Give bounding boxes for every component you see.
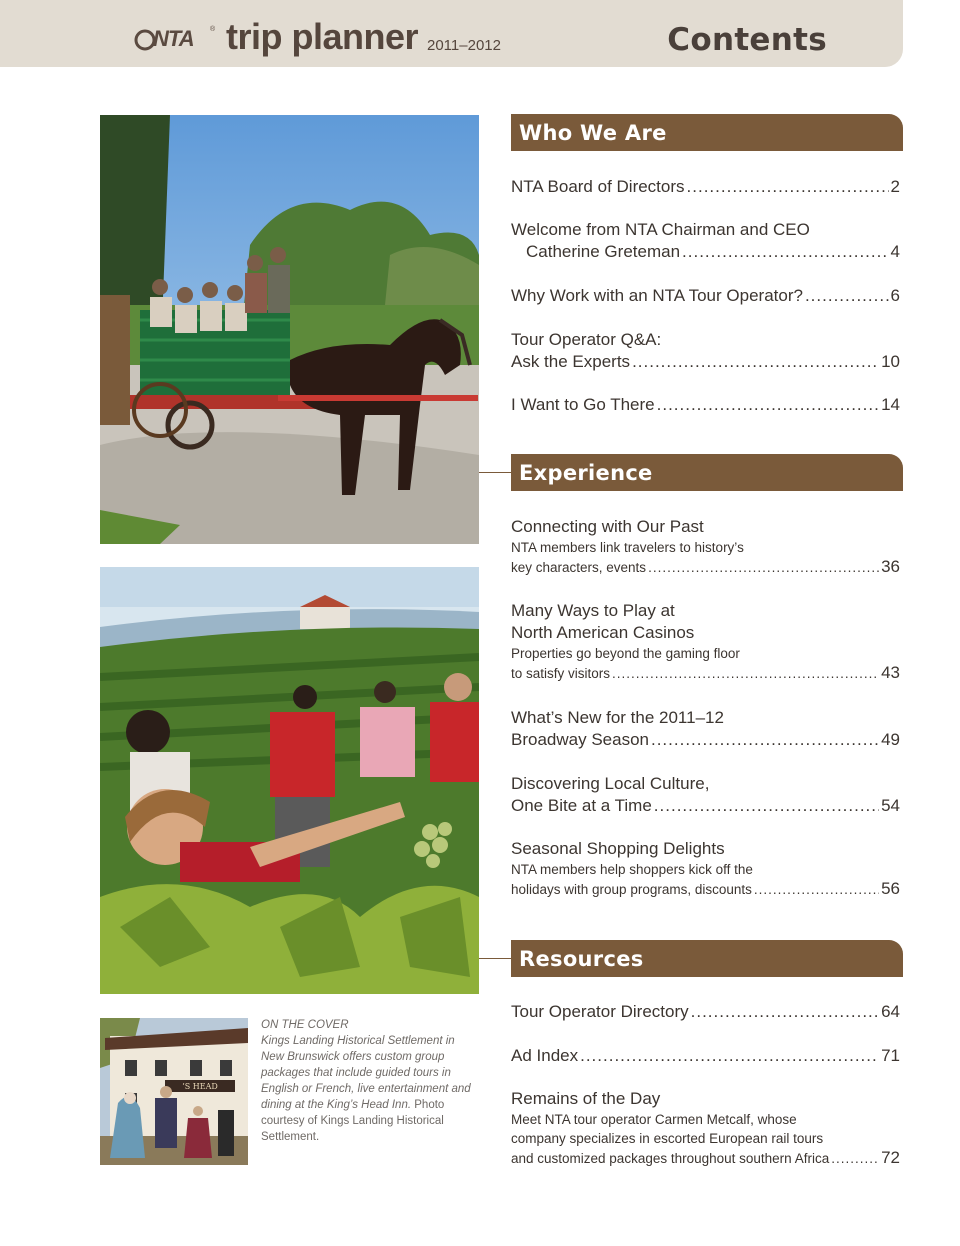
cover-caption-body: Kings Landing Historical Settlement in New Brunswick offers custom group packages that include guided tours in English or French, live entertainment and dining at the King’s Head Inn. (261, 1035, 471, 1111)
toc-entry[interactable] (511, 516, 900, 577)
page-title: Contents (667, 22, 827, 58)
toc-entry-title: One Bite at a Time (511, 796, 652, 815)
toc-entry[interactable] (511, 394, 900, 416)
toc-entry-title: What’s New for the 2011–12 (511, 708, 724, 727)
toc-entry[interactable] (511, 838, 900, 899)
toc-entry-description: to satisfy visitors (511, 666, 611, 681)
toc-entry[interactable] (511, 176, 900, 198)
toc-entry[interactable] (511, 1088, 900, 1168)
publication-years: 2011–2012 (427, 37, 501, 54)
toc-entry[interactable] (511, 773, 900, 817)
toc-entry[interactable] (511, 707, 900, 751)
section-connector-line (479, 958, 512, 959)
toc-entry-title: Why Work with an NTA Tour Operator? (511, 286, 803, 305)
toc-page-number: 2 (890, 177, 900, 196)
toc-entry-description: NTA members help shoppers kick off the (511, 862, 753, 877)
toc-entry-title: Remains of the Day (511, 1089, 661, 1108)
toc-page-number: 56 (881, 879, 900, 898)
toc-entry-title: Tour Operator Directory (511, 1002, 689, 1021)
page-header (0, 0, 903, 67)
cover-caption-credit: Photo courtesy of Kings Landing Historical Settlement. (261, 1099, 445, 1143)
horse-wagon-photo (100, 115, 479, 544)
toc-entry-description: Properties go beyond the gaming floor (511, 646, 740, 661)
toc-page-number: 72 (881, 1148, 900, 1167)
inn-sign-text: ’S HEAD (182, 1082, 218, 1091)
toc-entry-title: Catherine Greteman (526, 242, 681, 261)
publication-title: trip planner (226, 16, 419, 57)
section-header-who-we-are (511, 114, 903, 151)
toc-entry-title: Ask the Experts (511, 352, 631, 371)
toc-page-number: 43 (881, 663, 900, 682)
toc-entry-title: Connecting with Our Past (511, 517, 704, 536)
toc-entry-description: NTA members link travelers to history’s (511, 540, 744, 555)
toc-page-number: 4 (890, 242, 900, 261)
toc-entry[interactable] (511, 1045, 900, 1067)
cover-photo (100, 1018, 248, 1165)
toc-entry-title: Welcome from NTA Chairman and CEO (511, 220, 810, 239)
toc-page-number: 54 (881, 796, 900, 815)
cover-caption (261, 1017, 479, 1145)
toc-page-number: 6 (890, 286, 900, 305)
toc-entry-description: and customized packages throughout southern Africa (511, 1151, 830, 1166)
toc-entry-title: Ad Index (511, 1046, 579, 1065)
toc-page-number: 49 (881, 730, 900, 749)
section-title: Who We Are (519, 121, 667, 145)
toc-entry-title: Many Ways to Play at (511, 601, 675, 620)
toc-entry[interactable] (511, 600, 900, 683)
toc-entry-title: I Want to Go There (511, 395, 655, 414)
section-header-resources (511, 940, 903, 977)
toc-page-number: 71 (881, 1046, 900, 1065)
toc-entry-title: Discovering Local Culture, (511, 774, 710, 793)
logo-registered-mark: ® (210, 26, 216, 33)
toc-entry-description: Meet NTA tour operator Carmen Metcalf, whose (511, 1112, 797, 1127)
toc-entry-title: NTA Board of Directors (511, 177, 685, 196)
toc-page-number: 10 (881, 352, 900, 371)
toc-entry-title: North American Casinos (511, 623, 695, 642)
toc-entry[interactable] (511, 285, 900, 307)
toc-entry[interactable] (511, 1001, 900, 1023)
toc-entry[interactable] (511, 219, 900, 263)
section-title: Resources (519, 947, 644, 971)
toc-page-number: 14 (881, 395, 900, 414)
cover-caption-heading: ON THE COVER (261, 1019, 349, 1031)
toc-entry-description: holidays with group programs, discounts (511, 882, 752, 897)
toc-entry-description: company specializes in escorted European rail tours (511, 1131, 824, 1146)
vineyard-photo (100, 567, 479, 994)
toc-entry[interactable] (511, 329, 900, 373)
section-title: Experience (519, 461, 653, 485)
logo-text: NTA (153, 26, 194, 51)
toc-entry-title: Broadway Season (511, 730, 649, 749)
toc-entry-title: Seasonal Shopping Delights (511, 839, 725, 858)
section-connector-line (479, 472, 512, 473)
section-header-experience (511, 454, 903, 491)
toc-entry-description: key characters, events (511, 560, 647, 575)
toc-page-number: 36 (881, 557, 900, 576)
toc-entry-title: Tour Operator Q&A: (511, 330, 662, 349)
toc-page-number: 64 (881, 1002, 900, 1021)
